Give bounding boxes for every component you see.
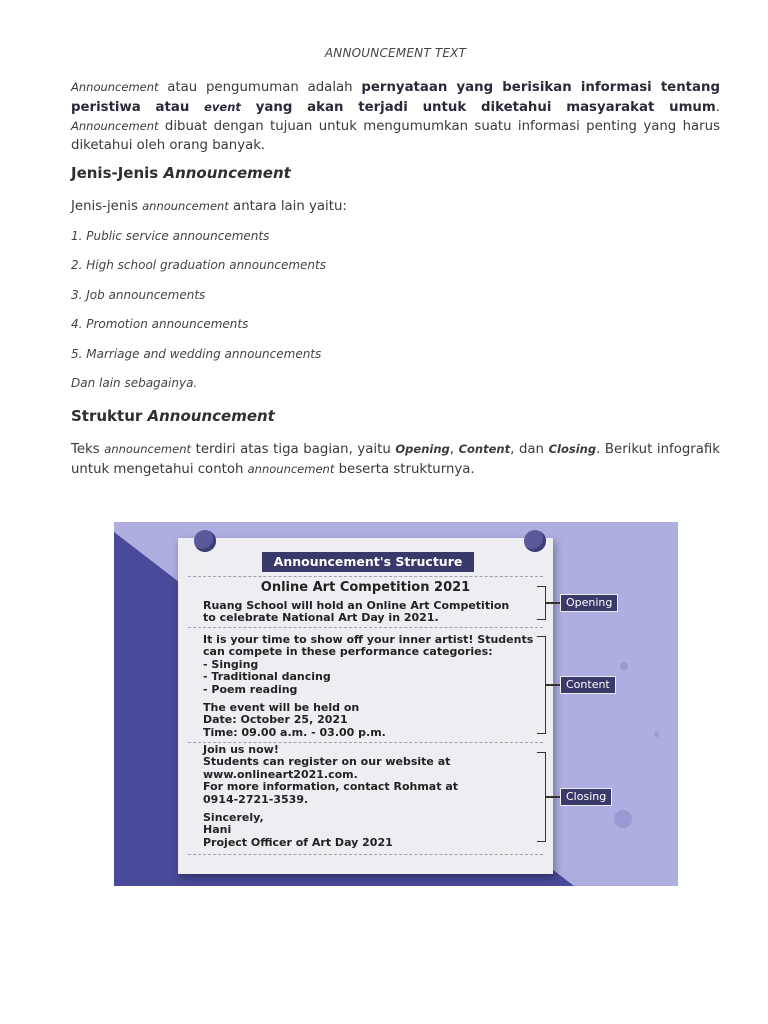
list-item: 1. Public service announcements [71,229,270,243]
intro-term: Announcement [71,80,159,94]
structure-opening: Opening [395,442,450,456]
structure-e: announcement [247,461,335,476]
structure-closing: Closing [548,442,597,456]
structure-c: terdiri atas tiga bagian, yaitu [191,442,396,457]
divider [188,576,543,577]
opening-text: Ruang School will hold an Online Art Competition to celebrate National Art Day in 2021. [203,599,510,625]
intro-text-c: dibuat dengan tujuan untuk mengumumkan suatu informasi penting yang harus diketahui oleh orang banyak. [71,119,720,153]
content-text-2: The event will be held on Date: October 25, 2021 Time: 09.00 a.m. - 03.00 p.m. [203,701,386,739]
list-item: 4. Promotion announcements [71,317,249,331]
closing-bracket [537,752,546,842]
structure-content: Content [458,442,511,456]
structure-a: Teks [71,442,105,457]
opening-label: Opening [560,594,618,612]
intro-bold-1: pernyataan yang berisikan informasi tentang peristiwa atau [71,80,720,115]
opening-bracket [537,586,546,620]
structure-b: announcement [104,442,191,456]
heading-struktur-a: Struktur [71,407,148,425]
intro-text-a: atau pengumuman adalah [158,80,362,95]
list-item: 3. Job announcements [71,288,206,302]
types-intro [71,197,720,217]
types-intro-c: antara lain yaitu: [228,199,347,214]
opening-connector [546,602,560,604]
heading-jenis-a: Jenis-Jenis [71,164,164,182]
structure-f: beserta strukturnya. [334,461,475,477]
document-title: ANNOUNCEMENT TEXT [324,46,467,60]
pushpin-icon [194,530,216,552]
structure-d: . Berikut infografik untuk mengetahui contoh [71,442,720,477]
event-title: Online Art Competition 2021 [260,580,471,595]
heading-jenis [71,164,291,182]
decor-dot [654,732,659,737]
closing-text-2: Sincerely, Hani Project Officer of Art Day 2021 [203,811,393,849]
content-bracket [537,636,546,734]
types-intro-b: announcement [142,199,229,213]
list-item: 2. High school graduation announcements [71,258,326,272]
structure-paragraph [71,440,720,479]
pushpin-icon [524,530,546,552]
card-title: Announcement's Structure [262,552,474,572]
closing-connector [546,796,560,798]
content-connector [546,684,560,686]
closing-label: Closing [560,788,612,806]
intro-text-b: . [715,99,720,115]
list-item: 5. Marriage and wedding announcements [71,347,322,361]
divider [188,627,543,628]
heading-struktur-b: Announcement [147,407,275,425]
heading-jenis-b: Announcement [163,164,291,182]
announcement-card [178,538,553,874]
content-label: Content [560,676,616,694]
divider [188,854,543,855]
decor-dot [620,662,628,670]
closing-text-1: Join us now! Students can register on our website at www.onlineart2021.com. For more information, contact Rohmat at 0914-2721-3539. [203,743,459,806]
types-intro-a: Jenis-jenis [71,199,143,214]
intro-term-2: Announcement [71,119,159,133]
structure-comma: , [449,442,459,457]
intro-paragraph [71,78,720,155]
content-text-1: It is your time to show off your inner artist! Students can compete in these performance categories: - Singing - Traditional dancing - Poem reading [203,633,534,696]
intro-bold-2: yang akan terjadi untuk diketahui masyarakat umum [240,99,716,115]
structure-dan: , dan [510,442,549,457]
heading-struktur [71,407,275,425]
list-end: Dan lain sebagainya. [71,376,198,390]
decor-dot [614,810,632,828]
infographic [114,522,678,886]
intro-event: event [204,99,241,114]
